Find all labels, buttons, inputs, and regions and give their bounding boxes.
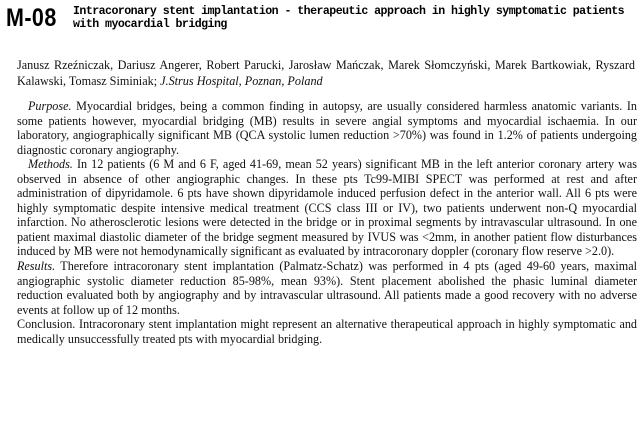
purpose-text: Myocardial bridges, being a common finding in autopsy, are usually considered harmless anatomic variants. In some patients however, myocardial bridging (MB) results in severe angial symptoms and myocardial ischaemia. In our laboratory, angiographically significant MB (QCA systolic lumen reduction >70%) was found in 1.2% of patients undergoing diagnostic coronary angiography. bbox=[17, 99, 637, 157]
methods-label: Methods. bbox=[28, 157, 73, 172]
affiliation: J.Strus Hospital, Poznan, Poland bbox=[160, 74, 323, 88]
abstract-body bbox=[17, 99, 637, 346]
methods-paragraph bbox=[17, 157, 637, 259]
conclusion-label: Conclusion. bbox=[17, 317, 76, 332]
abstract-title: Intracoronary stent implantation - therapeutic approach in highly symptomatic patients with myocardial bridging bbox=[73, 5, 625, 31]
results-label: Results. bbox=[17, 259, 56, 274]
conclusion-paragraph bbox=[17, 317, 637, 346]
abstract-code: M-08 bbox=[6, 4, 57, 32]
results-paragraph bbox=[17, 259, 637, 317]
author-list bbox=[17, 57, 635, 89]
methods-text: In 12 patients (6 M and 6 F, aged 41-69, mean 52 years) significant MB in the left anterior coronary artery was observed in absence of other angiographic changes. In these pts Tc99-MIBI SPECT was performed at rest and after administration of dipyridamole. 6 pts have shown dipyridamole induced perfusion defect in the anterior wall. All 6 pts were highly symptomatic despite intensive medical treatment (CCS class III or IV), two patients underwent non-Q myocardial infarction. No atherosclerotic lesions were detected in the bridge or in proximal segments by intravascular ultrasound. In one patient maximal diastolic diameter of the bridge segment measured by IVUS was <2mm, in another patient flow disturbances induced by MB were not hemodynamically significant as evaluated by intracoronary doppler (coronary flow reserve >2.0). bbox=[17, 157, 637, 259]
results-text: Therefore intracoronary stent implantation (Palmatz-Schatz) was performed in 4 pts (aged 49-60 years, maximal angiographic systolic diameter reduction 85-98%, mean 93%). Stent placement abolished the phasic luminal diameter reduction evaluated both by angiography and by intravascular ultrasound. All patients made a good recovery with no adverse events at follow up of 12 months. bbox=[17, 259, 637, 317]
conclusion-text: Intracoronary stent implantation might represent an alternative therapeutical approach in highly symptomatic and medically unsuccessfully treated pts with myocardial bridging. bbox=[17, 317, 637, 346]
author-names: Janusz Rzeźniczak, Dariusz Angerer, Robert Parucki, Jarosław Mańczak, Marek Słomczyński, Marek Bartkowiak, Ryszard Kalawski, Tomasz Siminiak; bbox=[17, 58, 635, 88]
purpose-label: Purpose. bbox=[28, 99, 72, 113]
purpose-paragraph bbox=[17, 99, 637, 157]
